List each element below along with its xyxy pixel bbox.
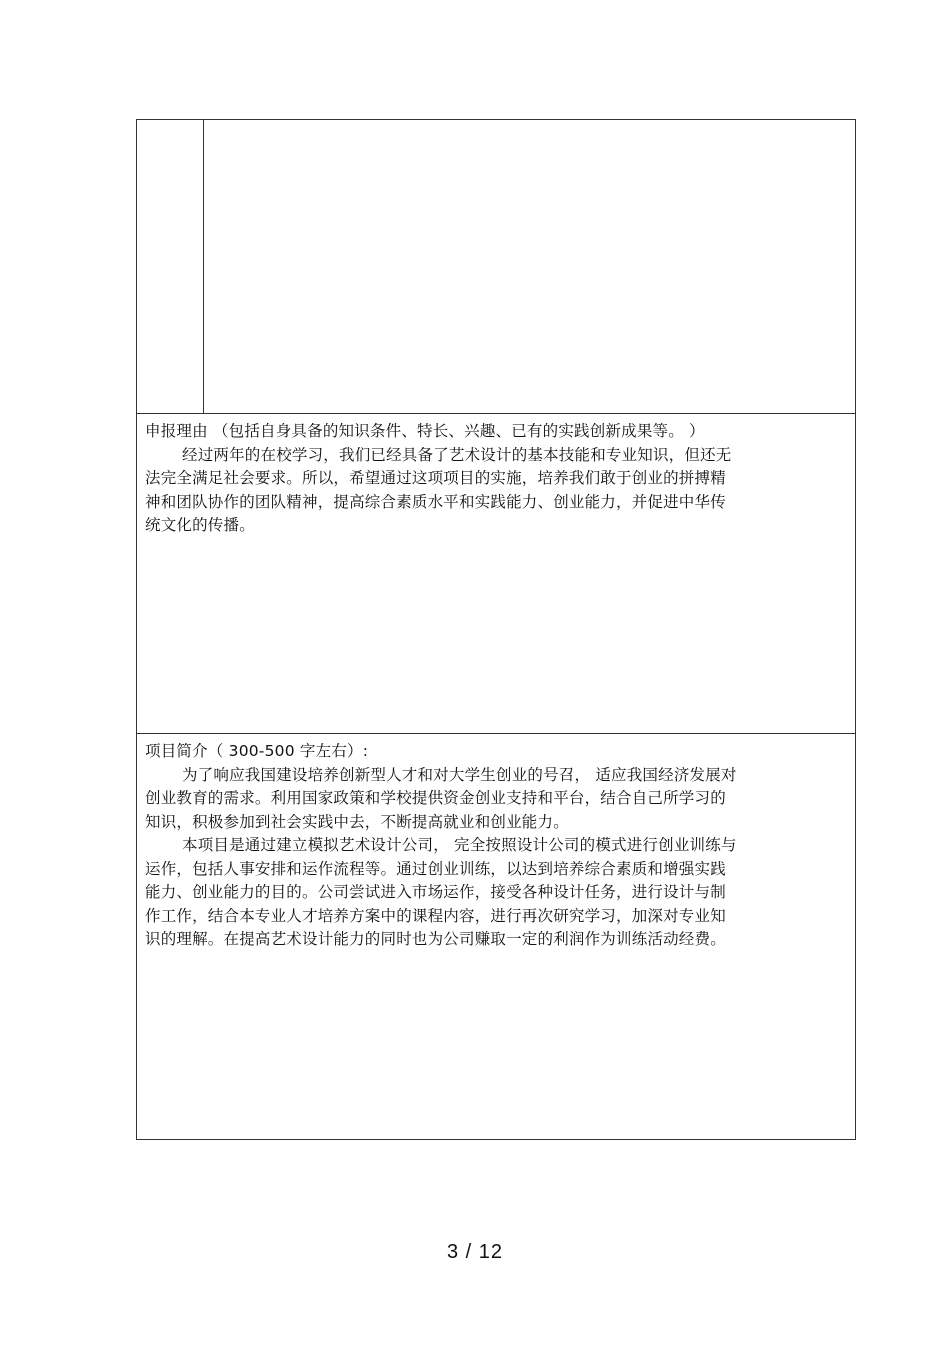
intro-line: 知识，积极参加到社会实践中去，不断提高就业和创业能力。 xyxy=(145,812,569,831)
label-column-cell xyxy=(137,120,204,414)
project-intro-heading: 项目简介（ 300-500 字左右）: xyxy=(145,742,369,760)
page-number: 3 / 12 xyxy=(446,1241,504,1263)
project-intro-text xyxy=(145,740,849,952)
reason-line: 神和团队协作的团队精神，提高综合素质水平和实践能力、创业能力，并促进中华传 xyxy=(145,492,726,511)
application-reason-heading: 申报理由 （包括自身具备的知识条件、特长、兴趣、已有的实践创新成果等。 ） xyxy=(145,422,705,440)
intro-line: 为了响应我国建设培养创新型人才和对大学生创业的号召， 适应我国经济发展对 xyxy=(182,765,737,784)
intro-line: 能力、创业能力的目的。公司尝试进入市场运作，接受各种设计任务，进行设计与制 xyxy=(145,883,726,901)
previous-section-continuation xyxy=(137,120,855,414)
reason-line: 经过两年的在校学习，我们已经具备了艺术设计的基本技能和专业知识，但还无 xyxy=(182,445,732,464)
content-column-cell xyxy=(204,120,855,414)
reason-line: 法完全满足社会要求。所以，希望通过这项项目的实施，培养我们敢于创业的拼搏精 xyxy=(145,469,726,487)
intro-line: 识的理解。在提高艺术设计能力的同时也为公司赚取一定的利润作为训练活动经费。 xyxy=(145,930,726,948)
application-reason-section xyxy=(137,414,855,734)
intro-line: 本项目是通过建立模拟艺术设计公司， 完全按照设计公司的模式进行创业训练与 xyxy=(182,836,737,854)
application-form-table xyxy=(136,119,856,1140)
application-reason-text xyxy=(145,420,849,538)
reason-line: 统文化的传播。 xyxy=(145,516,255,534)
intro-line: 作工作，结合本专业人才培养方案中的课程内容，进行再次研究学习，加深对专业知 xyxy=(145,906,726,925)
intro-line: 创业教育的需求。利用国家政策和学校提供资金创业支持和平台，结合自己所学习的 xyxy=(145,789,726,807)
project-intro-section xyxy=(137,734,855,1139)
intro-line: 运作，包括人事安排和运作流程等。通过创业训练，以达到培养综合素质和增强实践 xyxy=(145,859,726,878)
